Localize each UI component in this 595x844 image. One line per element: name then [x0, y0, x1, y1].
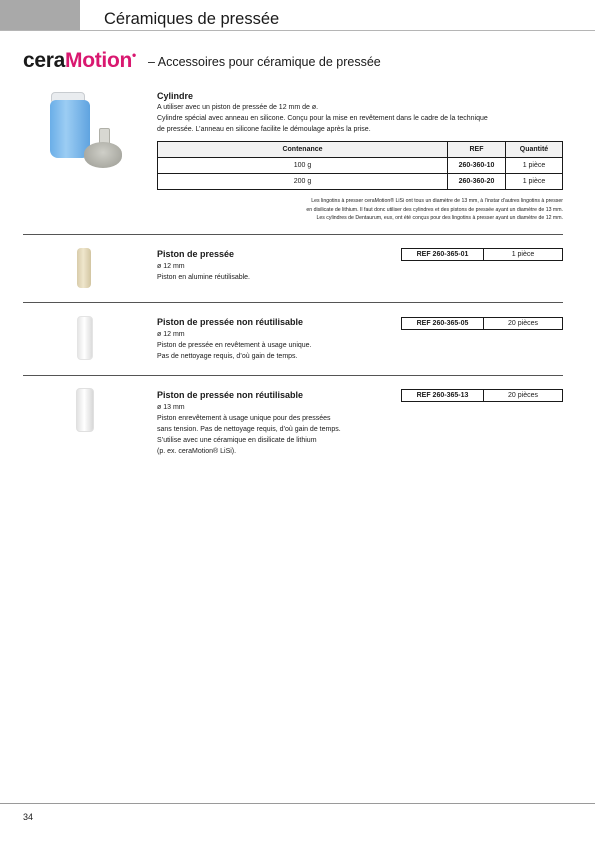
silicone-ring-image	[84, 128, 124, 172]
table-row	[402, 390, 563, 402]
section-divider	[23, 302, 563, 303]
cell-ref: REF 260-365-01	[402, 249, 484, 261]
section-divider	[23, 234, 563, 235]
cell-contenance: 200 g	[158, 174, 448, 190]
logo-text-motion: Motion	[65, 49, 133, 72]
product-line: ø 12 mm	[157, 263, 185, 270]
cell-quantite: 20 pièces	[484, 318, 563, 330]
section-divider	[23, 375, 563, 376]
col-header-ref: REF	[448, 142, 506, 158]
product-line: Pas de nettoyage requis, d’où gain de temps.	[157, 353, 298, 360]
product-line: S’utilise avec une céramique en disilicate de lithium	[157, 437, 317, 444]
table-row	[402, 249, 563, 261]
section-subtitle: – Accessoires pour céramique de pressée	[148, 55, 381, 69]
cell-ref: 260-360-20	[448, 174, 506, 190]
note-line-3: Les cylindres de Dentaurum, eux, ont été conçus pour des lingotins à presser ayant un diamètre de 12 mm.	[316, 215, 563, 221]
lisi-note	[160, 197, 563, 223]
cell-contenance: 100 g	[158, 158, 448, 174]
table-row	[158, 174, 563, 190]
col-header-contenance: Contenance	[158, 142, 448, 158]
header-tab	[0, 0, 80, 30]
cylindre-table	[157, 141, 563, 190]
header-divider	[0, 30, 595, 31]
cell-quantite: 1 pièce	[484, 249, 563, 261]
cylindre-line-1: A utiliser avec un piston de pressée de 12 mm de ø.	[157, 104, 319, 111]
product-line: Piston enrevêtement à usage unique pour des pressées	[157, 415, 331, 422]
product-line: (p. ex. ceraMotion® LiSi).	[157, 448, 237, 455]
disposable-piston-13-image	[76, 388, 94, 432]
table-row	[158, 158, 563, 174]
product-title: Piston de pressée	[157, 249, 235, 259]
product-ref-table	[401, 389, 563, 402]
col-header-quantite: Quantité	[506, 142, 563, 158]
cylindre-line-3: de pressée. L’anneau en silicone facilite le démoulage après la prise.	[157, 126, 371, 133]
product-ref-table	[401, 248, 563, 261]
product-line: ø 13 mm	[157, 404, 185, 411]
table-row	[402, 318, 563, 330]
disposable-piston-12-image	[77, 316, 93, 360]
table-header-row	[158, 142, 563, 158]
note-line-2: en disilicate de lithium. Il faut donc utiliser des cylindres et des pistons de pressée ayant un diamètre de 13 mm.	[306, 206, 563, 213]
ceramotion-logo	[23, 48, 136, 73]
note-line-1: Les lingotins à presser ceraMotion® LiSi ont tous un diamètre de 13 mm, à l’instar d’autres lingotins à presser	[311, 198, 563, 204]
cell-ref: REF 260-365-05	[402, 318, 484, 330]
cell-quantite: 20 pièces	[484, 390, 563, 402]
product-line: ø 12 mm	[157, 331, 185, 338]
product-line: sans tension. Pas de nettoyage requis, d’où gain de temps.	[157, 426, 341, 433]
logo-mark: •	[132, 48, 136, 62]
cylindre-line-2: Cylindre spécial avec anneau en silicone. Conçu pour la mise en revêtement dans le cadre de la technique	[157, 115, 488, 122]
cell-ref: 260-360-10	[448, 158, 506, 174]
product-ref-table	[401, 317, 563, 330]
footer-divider	[0, 803, 595, 804]
product-line: Piston en alumine réutilisable.	[157, 274, 250, 281]
page-number: 34	[23, 812, 34, 822]
product-title: Piston de pressée non réutilisable	[157, 317, 304, 327]
cell-quantite: 1 pièce	[506, 174, 563, 190]
product-title: Piston de pressée non réutilisable	[157, 390, 304, 400]
cell-ref: REF 260-365-13	[402, 390, 484, 402]
page-title: Céramiques de pressée	[104, 10, 280, 28]
product-line: Piston de pressée en revêtement à usage unique.	[157, 342, 312, 349]
cell-quantite: 1 pièce	[506, 158, 563, 174]
logo-text-cera: cera	[23, 49, 66, 72]
cylindre-title: Cylindre	[157, 91, 194, 101]
alumina-piston-image	[77, 248, 91, 288]
